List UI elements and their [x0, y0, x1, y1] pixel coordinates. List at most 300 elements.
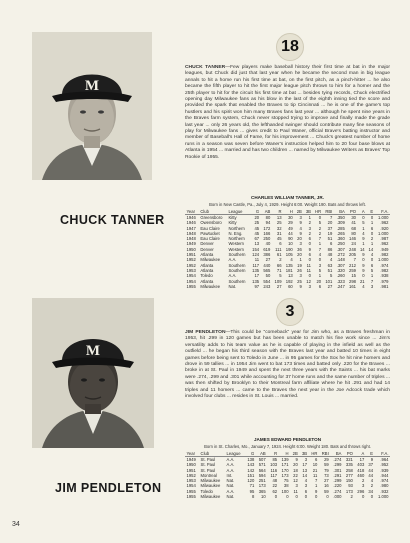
stats-cell: Atlanta — [200, 252, 214, 258]
tanner-stats-title: CHARLES WILLIAM TANNER, JR. — [251, 195, 324, 200]
stats-cell: Pawtucket — [200, 230, 220, 236]
stats-cell: 9 — [315, 488, 318, 494]
stats-cell: 10 — [261, 494, 266, 500]
stats-cell: 212 — [349, 262, 357, 268]
stats-cell: .360 — [336, 236, 345, 242]
stats-cell: Atlanta — [200, 278, 214, 284]
stats-cell: .299 — [333, 462, 342, 468]
stats-column-header: G — [249, 209, 260, 215]
stats-cell: 71 — [249, 483, 255, 489]
stats-cell: .979 — [380, 278, 389, 284]
stats-cell: 95 — [249, 488, 255, 494]
stats-cell: 45 — [276, 236, 282, 242]
stats-cell: 1947 — [186, 225, 196, 231]
stats-cell: 27 — [327, 283, 333, 289]
stats-cell: 17 — [254, 273, 260, 279]
stats-cell: 59 — [324, 462, 329, 468]
stats-cell: .250 — [336, 241, 345, 247]
stats-cell: 142 — [247, 467, 255, 473]
stats-cell: 63 — [327, 262, 333, 268]
tanner-bio-text: —Few players make baseball history their first time at bat in the major leagues, but Chuck did just that last year when he became the second man in big league annals to hit a home run his first time at bat, on the first pitch, as a pinch-hitter ... he also became the fifth player to hit the first major league pitch thrown to him for a homer and the 25th player to hit for the circuit his first time at bat ... besides tying records, Chuck electrified opening day Milwaukee fans as his blow in the last of the eighth inning tied the score and provided the spark that enabled the Braves to tip Cincinnati ... he is one of the game's top hustlers and his spirit won him many Braves fans last year ... although he spent nine years in the Braves farm system, Chuck never stopped trying to improve and finally made the grade last year ... only 26 years old, the lefthanded swinger should contribute many fine seasons of play for Milwaukee fans ... gives credit to Paul Waner, official Brave's batting instructor and member of Baseball's Hall of Fame, for his improvement ... Chuck's greatest number of home runs in a season was seven before Waner's instruction helped him to 20 four base blows at Atlanta in 1954 ... married and has two children ... named by Milwaukee Writers as Braves' Top Rookie of 1955. — [185, 65, 390, 160]
pendleton-portrait-image — [32, 298, 154, 448]
stats-cell: .220 — [333, 483, 342, 489]
stats-cell: 9 — [295, 457, 298, 462]
stats-cell: .962 — [380, 220, 389, 226]
stats-column-header: BA — [334, 209, 347, 215]
stats-cell: Denver — [200, 241, 214, 247]
stats-column-header: Year — [185, 209, 199, 215]
stats-cell: Southern — [228, 267, 246, 273]
stats-cell: 10 — [288, 241, 293, 247]
stats-cell: 10 — [312, 462, 318, 468]
stats-cell: 30 — [288, 215, 293, 220]
stats-cell: 0 — [370, 257, 374, 263]
stats-cell: 45 — [254, 225, 260, 231]
stats-cell: 1954 — [186, 483, 196, 489]
stats-cell: 2 — [361, 478, 365, 484]
stats-cell: 1946 — [186, 220, 196, 226]
stats-cell: 20 — [254, 215, 260, 220]
stats-cell: 3 — [299, 215, 302, 220]
stats-cell: 12 — [293, 478, 298, 484]
stats-cell: 170 — [281, 467, 289, 473]
stats-cell: 20 — [297, 252, 302, 258]
stats-cell: Denver — [200, 246, 214, 252]
stats-cell: 4 — [362, 230, 365, 236]
stats-cell: 440 — [263, 262, 271, 268]
stats-cell: .920 — [380, 225, 389, 231]
stats-column-header: League — [227, 209, 249, 215]
stats-cell: 20 — [297, 236, 302, 242]
tanner-name-caption: CHUCK TANNER — [60, 213, 165, 227]
stats-cell: 0 — [361, 494, 365, 500]
stats-cell: 120 — [247, 478, 255, 484]
stats-cell: .299 — [333, 478, 342, 484]
stats-cell: 37 — [327, 225, 333, 231]
stats-cell: 365 — [258, 488, 266, 494]
stats-cell: 619 — [263, 246, 271, 252]
stats-column-header: PO — [343, 451, 354, 457]
stats-cell: .323 — [336, 278, 345, 284]
stats-cell: 101 — [325, 278, 333, 284]
stats-cell: 1951 — [186, 467, 196, 473]
stats-cell: 3 — [318, 262, 322, 268]
stats-cell: 0 — [370, 494, 374, 500]
stats-row — [185, 494, 390, 499]
stats-column-header: PO — [346, 209, 357, 215]
stats-cell: A.A. — [228, 273, 237, 279]
stats-cell: 1950 — [186, 462, 196, 468]
stats-cell: 7 — [370, 278, 374, 284]
stats-cell: 97 — [254, 283, 260, 289]
stats-cell: 9 — [362, 267, 365, 273]
stats-cell: 44 — [368, 472, 374, 478]
stats-cell: 44 — [288, 230, 293, 236]
stats-cell: 1952 — [186, 472, 196, 478]
stats-cell: 51 — [327, 267, 333, 273]
stats-column-header: Club — [199, 451, 225, 457]
stats-cell: 250 — [263, 236, 271, 242]
stats-cell: 13 — [254, 241, 260, 247]
stats-cell: 1 — [370, 273, 374, 279]
stats-cell: .307 — [336, 262, 345, 268]
stats-row — [185, 284, 390, 289]
stats-cell: 9 — [308, 246, 311, 252]
stats-cell: .981 — [380, 283, 389, 289]
stats-cell: 14 — [368, 246, 374, 252]
stats-cell: 68 — [351, 225, 357, 231]
stats-cell: 0 — [304, 494, 308, 500]
stats-cell: 1 — [299, 257, 302, 263]
stats-cell: 3 — [308, 225, 311, 231]
stats-cell: 11 — [313, 472, 318, 478]
stats-column-header: E — [366, 209, 375, 215]
stats-cell: .974 — [380, 262, 389, 268]
stats-cell: 38 — [283, 483, 289, 489]
stats-cell: 173 — [281, 472, 289, 478]
stats-cell: .274 — [333, 457, 342, 462]
stats-cell: 59 — [324, 488, 329, 494]
tanner-bio — [185, 65, 390, 161]
stats-cell: 11 — [293, 488, 298, 494]
stats-cell: .952 — [380, 462, 389, 468]
stats-column-header: AB — [261, 209, 272, 215]
stats-cell: 73 — [324, 472, 329, 478]
stats-cell: 1 — [362, 225, 365, 231]
stats-cell: Western — [228, 246, 245, 252]
stats-cell: 51 — [327, 236, 333, 242]
stats-column-header: E — [366, 451, 375, 457]
stats-cell: 4 — [318, 252, 322, 258]
stats-cell: 2 — [318, 230, 322, 236]
stats-cell: 60 — [288, 283, 293, 289]
stats-cell: 67 — [254, 236, 260, 242]
stats-cell: 6 — [308, 252, 311, 258]
stats-cell: 16 — [324, 483, 329, 489]
stats-column-header: F.A. — [375, 451, 390, 457]
stats-cell: 117 — [270, 472, 278, 478]
stats-cell: .272 — [336, 252, 345, 258]
stats-cell: 5 — [362, 220, 365, 226]
stats-cell: 0 — [308, 241, 311, 247]
stats-cell: 44 — [368, 467, 374, 473]
stats-cell: 1 — [315, 483, 318, 489]
stats-cell: 181 — [285, 267, 293, 273]
stats-cell: 4 — [304, 478, 308, 484]
stats-cell: N. Eng. — [228, 230, 243, 236]
stats-cell: 151 — [247, 472, 255, 478]
stats-cell: 61 — [276, 252, 282, 258]
stats-cell: 2 — [279, 257, 282, 263]
stats-cell: Eau Claire — [200, 225, 220, 231]
stats-cell: A.A. — [226, 467, 235, 473]
stats-cell: 1955 — [186, 494, 196, 500]
stats-cell: 4 — [290, 257, 293, 263]
stats-cell: Kitty — [228, 215, 237, 220]
stats-cell: 50 — [265, 273, 271, 279]
stats-cell: 1952 — [186, 262, 196, 268]
stats-cell: 460 — [357, 472, 365, 478]
stats-cell: 1953 — [186, 478, 196, 484]
stats-cell: 8 — [251, 494, 255, 500]
stats-column-header: 3B — [299, 451, 308, 457]
tanner-bio-lead: CHUCK TANNER — [185, 65, 226, 70]
stats-cell: 80 — [265, 215, 271, 220]
stats-cell: 243 — [263, 283, 271, 289]
stats-cell: 26 — [297, 267, 302, 273]
stats-cell: 1954 — [186, 273, 196, 279]
stats-cell: 3 — [370, 283, 374, 289]
stats-cell: St. Paul — [200, 467, 216, 473]
stats-cell: 17 — [359, 457, 365, 462]
stats-cell: 2 — [308, 220, 311, 226]
stats-cell: 6 — [315, 457, 318, 462]
stats-cell: .949 — [380, 246, 389, 252]
stats-cell: .939 — [380, 467, 389, 473]
stats-cell: 37 — [368, 462, 374, 468]
stats-cell: 135 — [252, 278, 260, 284]
stats-cell: 9 — [362, 252, 365, 258]
stats-cell: 3 — [304, 483, 308, 489]
stats-cell: .320 — [336, 267, 345, 273]
stats-cell: 161 — [349, 283, 357, 289]
stats-column-header: A — [358, 209, 367, 215]
stats-cell: 2 — [318, 225, 322, 231]
stats-cell: 14 — [302, 472, 308, 478]
pendleton-bio-lead: JIM PENDLETON — [185, 330, 226, 335]
stats-cell: 1955 — [186, 283, 196, 289]
stats-cell: 296 — [357, 488, 365, 494]
stats-cell: .980 — [380, 483, 389, 489]
stats-cell: 0 — [308, 273, 311, 279]
stats-cell: .982 — [380, 252, 389, 258]
stats-cell: 4 — [329, 257, 333, 263]
stats-cell: 190 — [285, 246, 293, 252]
pendleton-stats-title: JAMES EDWARD PENDLETON — [253, 437, 322, 442]
stats-cell: 5 — [329, 273, 333, 279]
stats-cell: .301 — [333, 467, 342, 473]
stats-cell: 6 — [304, 488, 308, 494]
stats-cell: Owensboro — [200, 220, 222, 226]
stats-cell: 11 — [306, 262, 311, 268]
stats-cell: 6 — [370, 225, 374, 231]
stats-cell: Milwaukee — [200, 483, 221, 489]
stats-cell: 48 — [327, 252, 333, 258]
stats-cell: 7 — [315, 478, 318, 484]
stats-column-header: 3B — [303, 209, 312, 215]
stats-cell: 298 — [349, 278, 357, 284]
stats-cell: 3 — [361, 483, 365, 489]
tanner-portrait-image — [32, 32, 152, 180]
stats-cell: 418 — [357, 467, 365, 473]
stats-cell: 100 — [281, 488, 289, 494]
stats-cell: 172 — [263, 225, 271, 231]
stats-cell: 24 — [351, 241, 357, 247]
stats-cell: .987 — [380, 236, 389, 242]
pendleton-stats-subtitle: Born in St. Charles, Mo., January 7, 1924. Height 6:00. Weight 180. Bats and throws right. — [204, 444, 371, 449]
stats-cell: Milwaukee — [200, 478, 221, 484]
stats-cell: 9 — [362, 262, 365, 268]
stats-cell: St. Paul — [200, 457, 216, 462]
stats-column-header: R — [272, 209, 283, 215]
stats-cell: .285 — [336, 225, 345, 231]
stats-cell: .944 — [380, 472, 389, 478]
stats-cell: 90 — [288, 236, 293, 242]
stats-cell: A.A. — [228, 257, 237, 263]
stats-column-header: H — [283, 209, 294, 215]
stats-cell: 205 — [349, 252, 357, 258]
stats-cell: 48 — [272, 478, 278, 484]
stats-cell: 34 — [368, 488, 374, 494]
stats-cell: 6 — [370, 262, 374, 268]
stats-cell: 7 — [318, 246, 322, 252]
stats-cell: 1950 — [186, 246, 196, 252]
stats-cell: 20 — [316, 278, 322, 284]
stats-cell: 11 — [306, 267, 311, 273]
stats-cell: 6 — [308, 236, 311, 242]
stats-cell: 14 — [359, 246, 365, 252]
stats-cell: 5 — [370, 267, 374, 273]
stats-cell: 1.000 — [378, 257, 389, 263]
stats-cell: 1 — [370, 220, 374, 226]
stats-cell: 173 — [258, 483, 266, 489]
pendleton-uniform-number: 3 — [276, 298, 304, 326]
stats-cell: Atlanta — [200, 262, 214, 268]
stats-cell: 11 — [254, 257, 260, 263]
stats-cell: 1955 — [186, 488, 196, 494]
stats-cell: 80 — [351, 230, 357, 236]
stats-cell: 1951 — [186, 252, 196, 258]
stats-cell: 4 — [362, 283, 365, 289]
stats-cell: 15 — [351, 273, 357, 279]
stats-column-header: R — [267, 451, 278, 457]
stats-cell: Kitty — [228, 220, 237, 226]
stats-cell: 9 — [362, 236, 365, 242]
stats-cell: 5 — [318, 267, 322, 273]
stats-cell: 150 — [345, 478, 353, 484]
stats-cell: 85 — [272, 457, 278, 462]
stats-cell: 251 — [258, 478, 266, 484]
stats-cell: 62 — [272, 488, 278, 494]
stats-cell: .932 — [380, 488, 389, 494]
stats-cell: 3 — [299, 273, 302, 279]
pendleton-name-caption: JIM PENDLETON — [55, 481, 162, 495]
stats-cell: 2 — [370, 236, 374, 242]
stats-cell: 0 — [362, 215, 365, 220]
stats-cell: 124 — [252, 252, 260, 258]
stats-cell: A.A. — [226, 488, 235, 494]
stats-cell: .964 — [380, 457, 389, 462]
stats-cell: Southern — [228, 278, 246, 284]
stats-cell: 1949 — [186, 241, 196, 247]
stats-cell: 3 — [295, 483, 298, 489]
stats-cell: Nat. — [226, 478, 235, 484]
stats-cell: 5 — [279, 273, 282, 279]
stats-cell: 109 — [274, 278, 282, 284]
stats-cell: 0 — [308, 257, 311, 263]
stats-cell: 25 — [276, 220, 282, 226]
stats-cell: 20 — [327, 220, 333, 226]
stats-cell: 571 — [258, 462, 266, 468]
stats-cell: .938 — [380, 273, 389, 279]
stats-cell: 146 — [349, 236, 357, 242]
stats-cell: 93 — [348, 483, 353, 489]
stats-cell: 1 — [362, 241, 365, 247]
stats-cell: 135 — [252, 267, 260, 273]
stats-cell: 1 — [318, 273, 322, 279]
stats-cell: 49 — [288, 225, 293, 231]
stats-cell: 25 — [254, 220, 260, 226]
stats-cell: Milwaukee — [200, 283, 221, 289]
stats-cell: 111 — [275, 246, 282, 252]
stats-cell: 9 — [299, 283, 302, 289]
stats-cell: 0 — [318, 257, 322, 263]
stats-cell: 507 — [258, 457, 266, 462]
stats-column-header: AB — [256, 451, 267, 457]
stats-cell: 117 — [252, 262, 260, 268]
stats-column-header: 2B — [290, 451, 299, 457]
pendleton-stats-table — [185, 451, 390, 499]
stats-cell: 564 — [258, 467, 266, 473]
stats-cell: 32 — [276, 225, 282, 231]
stats-cell: St. Paul — [200, 462, 216, 468]
stats-cell: A.A. — [226, 462, 235, 468]
stats-column-header: F.A. — [375, 209, 390, 215]
stats-cell: 171 — [281, 462, 289, 468]
stats-cell: .309 — [336, 220, 345, 226]
stats-cell: 594 — [258, 472, 266, 478]
stats-column-header: RBI — [319, 451, 330, 457]
stats-cell: .974 — [380, 478, 389, 484]
stats-cell: 0 — [295, 494, 298, 500]
stats-cell: 259 — [349, 267, 357, 273]
stats-column-header: Club — [199, 209, 227, 215]
stats-cell: Southern — [228, 262, 246, 268]
stats-cell: 0 — [286, 494, 289, 500]
stats-cell: 103 — [270, 462, 278, 468]
stats-cell: 71 — [276, 267, 282, 273]
stats-cell: 1.000 — [378, 230, 389, 236]
stats-cell: 143 — [247, 462, 255, 468]
stats-cell: 277 — [345, 472, 353, 478]
stats-cell: 7 — [353, 257, 357, 263]
stats-cell: 12 — [306, 278, 311, 284]
stats-cell: 22 — [293, 472, 298, 478]
stats-cell: 29 — [288, 220, 293, 226]
stats-cell: 19 — [327, 230, 333, 236]
stats-cell: 45 — [254, 230, 260, 236]
stats-cell: 4 — [299, 225, 302, 231]
stats-cell: .350 — [336, 215, 345, 220]
stats-cell: 1 — [308, 215, 311, 220]
stats-cell: A.A. — [226, 457, 235, 462]
stats-cell: .982 — [380, 267, 389, 273]
stats-cell: 6 — [329, 241, 333, 247]
stats-cell: 1.000 — [378, 494, 389, 500]
stats-column-header: Year — [185, 451, 199, 457]
stats-cell: 166 — [263, 230, 271, 236]
stats-cell: 19 — [297, 262, 302, 268]
stats-cell: 0 — [318, 215, 322, 220]
stats-column-header: 2B — [294, 209, 303, 215]
stats-cell: 20 — [293, 462, 298, 468]
stats-cell: 7 — [329, 215, 333, 220]
stats-cell: Northern — [228, 225, 245, 231]
stats-cell: .260 — [336, 273, 345, 279]
stats-cell: 27 — [324, 478, 329, 484]
stats-cell: 154 — [252, 246, 260, 252]
stats-cell: Western — [228, 241, 245, 247]
